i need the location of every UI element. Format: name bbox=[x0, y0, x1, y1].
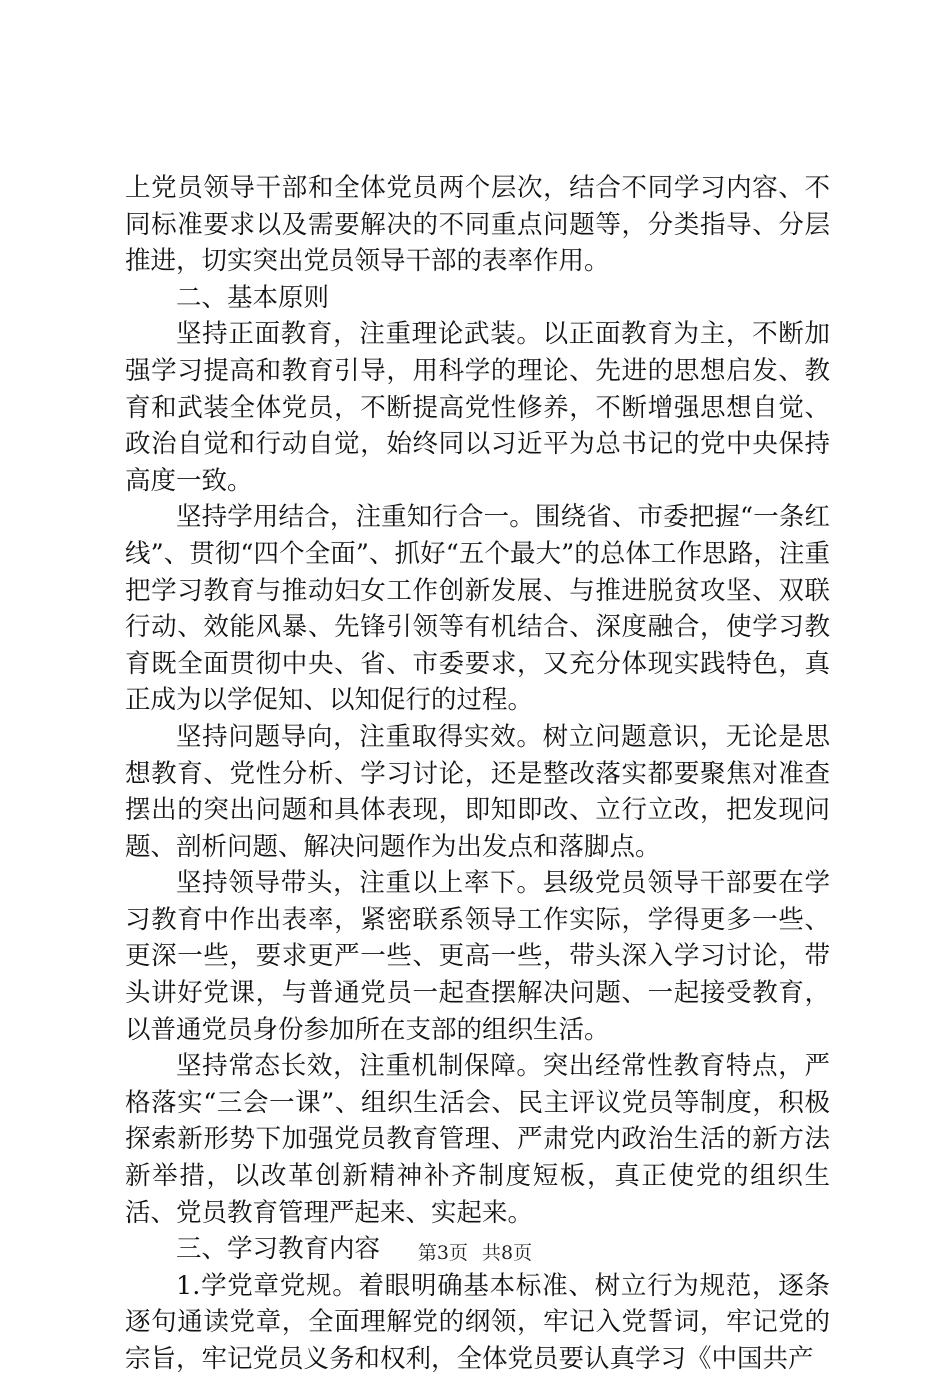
document-body bbox=[125, 170, 830, 1378]
paragraph-learning-application: 坚持学用结合，注重知行合一。围绕省、市委把握“一条红线”、贯彻“四个全面”、抓好“五个最大”的总体工作思路，注重把学习教育与推动妇女工作创新发展、与推进脱贫攻坚、双联行动、效能风暴、先锋引领等有机结合、深度融合，使学习教育既全面贯彻中央、省、市委要求，又充分体现实践特色，真正成为以学促知、以知促行的过程。 bbox=[125, 502, 830, 716]
paragraph-problem-orientation: 坚持问题导向，注重取得实效。树立问题意识，无论是思想教育、党性分析、学习讨论，还是整改落实都要聚焦对准查摆出的突出问题和具体表现，即知即改、立行立改，把发现问题、剖析问题、解决问题作为出发点和落脚点。 bbox=[125, 721, 830, 862]
section-heading-basic-principles: 二、基本原则 bbox=[176, 282, 330, 313]
paragraph-positive-education: 坚持正面教育，注重理论武装。以正面教育为主，不断加强学习提高和教育引导，用科学的理论、先进的思想启发、教育和武装全体党员，不断提高党性修养，不断增强思想自觉、政治自觉和行动自觉，始终同以习近平为总书记的党中央保持高度一致。 bbox=[125, 319, 830, 496]
continuation-paragraph: 上党员领导干部和全体党员两个层次，结合不同学习内容、不同标准要求以及需要解决的不同重点问题等，分类指导、分层推进，切实突出党员领导干部的表率作用。 bbox=[125, 173, 830, 277]
paragraph-leadership-example: 坚持领导带头，注重以上率下。县级党员领导干部要在学习教育中作出表率，紧密联系领导工作实际，学得更多一些、更深一些，要求更严一些、更高一些，带头深入学习讨论，带头讲好党课，与普通党员一起查摆解决问题、一起接受教育，以普通党员身份参加所在支部的组织生活。 bbox=[125, 868, 830, 1045]
paragraph-party-constitution: 1.学党章党规。着眼明确基本标准、树立行为规范，逐条逐句通读党章，全面理解党的纲领，牢记入党誓词，牢记党的宗旨，牢记党员义务和权利，全体党员要认真学习《中国共产 bbox=[125, 1270, 830, 1374]
page-number: 第3页 bbox=[417, 1242, 468, 1264]
section-heading-learning-content: 三、学习教育内容 bbox=[176, 1234, 381, 1265]
page-total: 共8页 bbox=[482, 1242, 533, 1264]
page-footer bbox=[0, 1241, 950, 1265]
paragraph-long-term-mechanism: 坚持常态长效，注重机制保障。突出经常性教育特点，严格落实“三会一课”、组织生活会、民主评议党员等制度，积极探索新形势下加强党员教育管理、严肃党内政治生活的新方法新举措，以改革创新精神补齐制度短板，真正使党的组织生活、党员教育管理严起来、实起来。 bbox=[125, 1051, 830, 1228]
